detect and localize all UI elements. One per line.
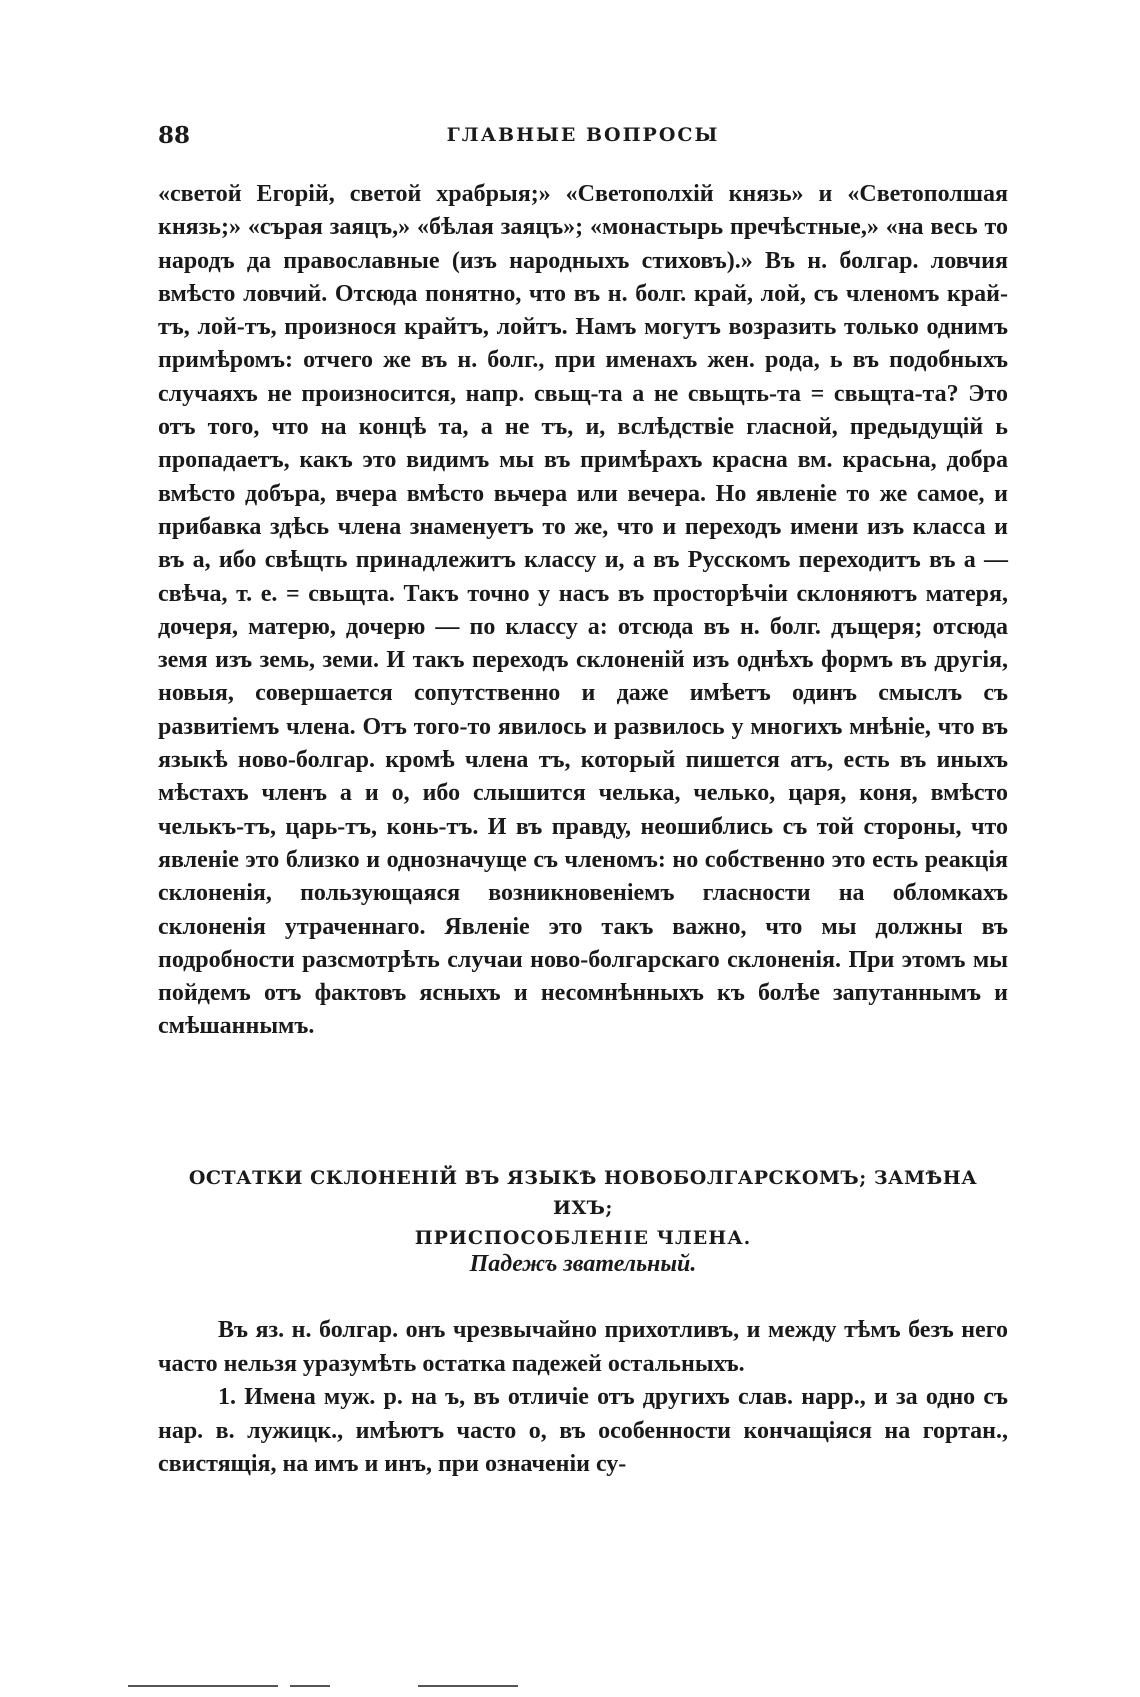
section-heading xyxy=(158,1163,1008,1253)
page-header xyxy=(158,122,1008,158)
paragraph: Въ яз. н. болгар. онъ чрезвычайно прихотливъ, и между тѣмъ безъ него часто нельзя уразумѣть остатка падежей остальныхъ. xyxy=(158,1317,1008,1377)
paragraph: «светой Егорій, светой храбрыя;» «Светополхій князь» и «Светополшая князь;» «сърая заяцъ,» «бѣлая заяцъ»; «монастырь пречѣстные,» «на весь то народъ да православные (изъ народныхъ стиховъ).» Въ н. болгар. ловчия вмѣсто ловчий. Отсюда понятно, что въ н. болг. край, лой, съ членомъ край-тъ, лой-тъ, произнося крайтъ, лойтъ. Намъ могутъ возразить только однимъ примѣромъ: отчего же въ н. болг., при именахъ жен. рода, ь въ подобныхъ случаяхъ не произносится, напр. свьщ-та а не свьщть-та = свьщта-та? Это отъ того, что на концѣ та, а не тъ, и, вслѣдствіе гласной, предыдущій ь пропадаетъ, какъ это видимъ мы въ примѣрахъ красна вм. красьна, добра вмѣсто добъра, вчера вмѣсто вьчера или вечера. Но явленіе то же самое, и прибавка здѣсь члена знаменуетъ то же, что и переходъ имени изъ класса и въ а, ибо свѣщть принадлежитъ классу и, а въ Русскомъ переходитъ въ а — свѣча, т. е. = свьщта. Такъ точно у насъ въ просторѣчіи склоняютъ матеря, дочеря, матерю, дочерю — по классу а: отсюда въ н. болг. дъщеря; отсюда земя изъ земь, земи. И такъ переходъ склоненій изъ однѣхъ формъ въ другія, новыя, совершается сопутственно и даже имѣетъ одинъ смыслъ съ развитіемъ члена. Отъ того-то явилось и развилось у многихъ мнѣніе, что въ языкѣ ново-болгар. кромѣ члена тъ, который пишется атъ, есть въ иныхъ мѣстахъ членъ а и о, ибо слышится челька, челько, царя, коня, вмѣсто челькъ-тъ, царь-тъ, конь-тъ. И въ правду, неошиблись съ той стороны, что явленіе это близко и однозначуще съ членомъ: но собственно это есть реакція склоненія, пользующаяся возникновеніемъ гласности на обломкахъ склоненія утраченнаго. Явленіе это такъ важно, что мы должны въ подробности разсмотрѣть случаи ново-болгарскаго склоненія. При этомъ мы пойдемъ отъ фактовъ ясныхъ и несомнѣнныхъ къ болѣе запутаннымъ и смѣшаннымъ. xyxy=(158,181,1008,1040)
section-heading-line: ПРИСПОСОБЛЕНІЕ ЧЛЕНА. xyxy=(414,1227,752,1249)
paragraph: 1. Имена муж. р. на ъ, въ отличіе отъ другихъ слав. нарр., и за одно съ нар. в. лужицк., имѣютъ часто о, въ особенности кончащіяся на гортан., свистящія, на имъ и инъ, при означеніи су- xyxy=(158,1384,1008,1477)
section-text-block xyxy=(158,1314,1008,1482)
section-heading-line: ОСТАТКИ СКЛОНЕНІЙ ВЪ ЯЗЫКѢ НОВОБОЛГАРСКОМЪ; ЗАМѢНА ИХЪ; xyxy=(188,1167,978,1219)
footer-rule xyxy=(128,1685,278,1687)
main-text-block xyxy=(158,178,1008,1044)
running-head: ГЛАВНЫЕ ВОПРОСЫ xyxy=(446,124,720,146)
subheading: Падежъ звательный. xyxy=(469,1251,697,1277)
page-number: 88 xyxy=(158,122,191,149)
footer-rule xyxy=(290,1685,330,1687)
footer-rule xyxy=(418,1685,518,1687)
